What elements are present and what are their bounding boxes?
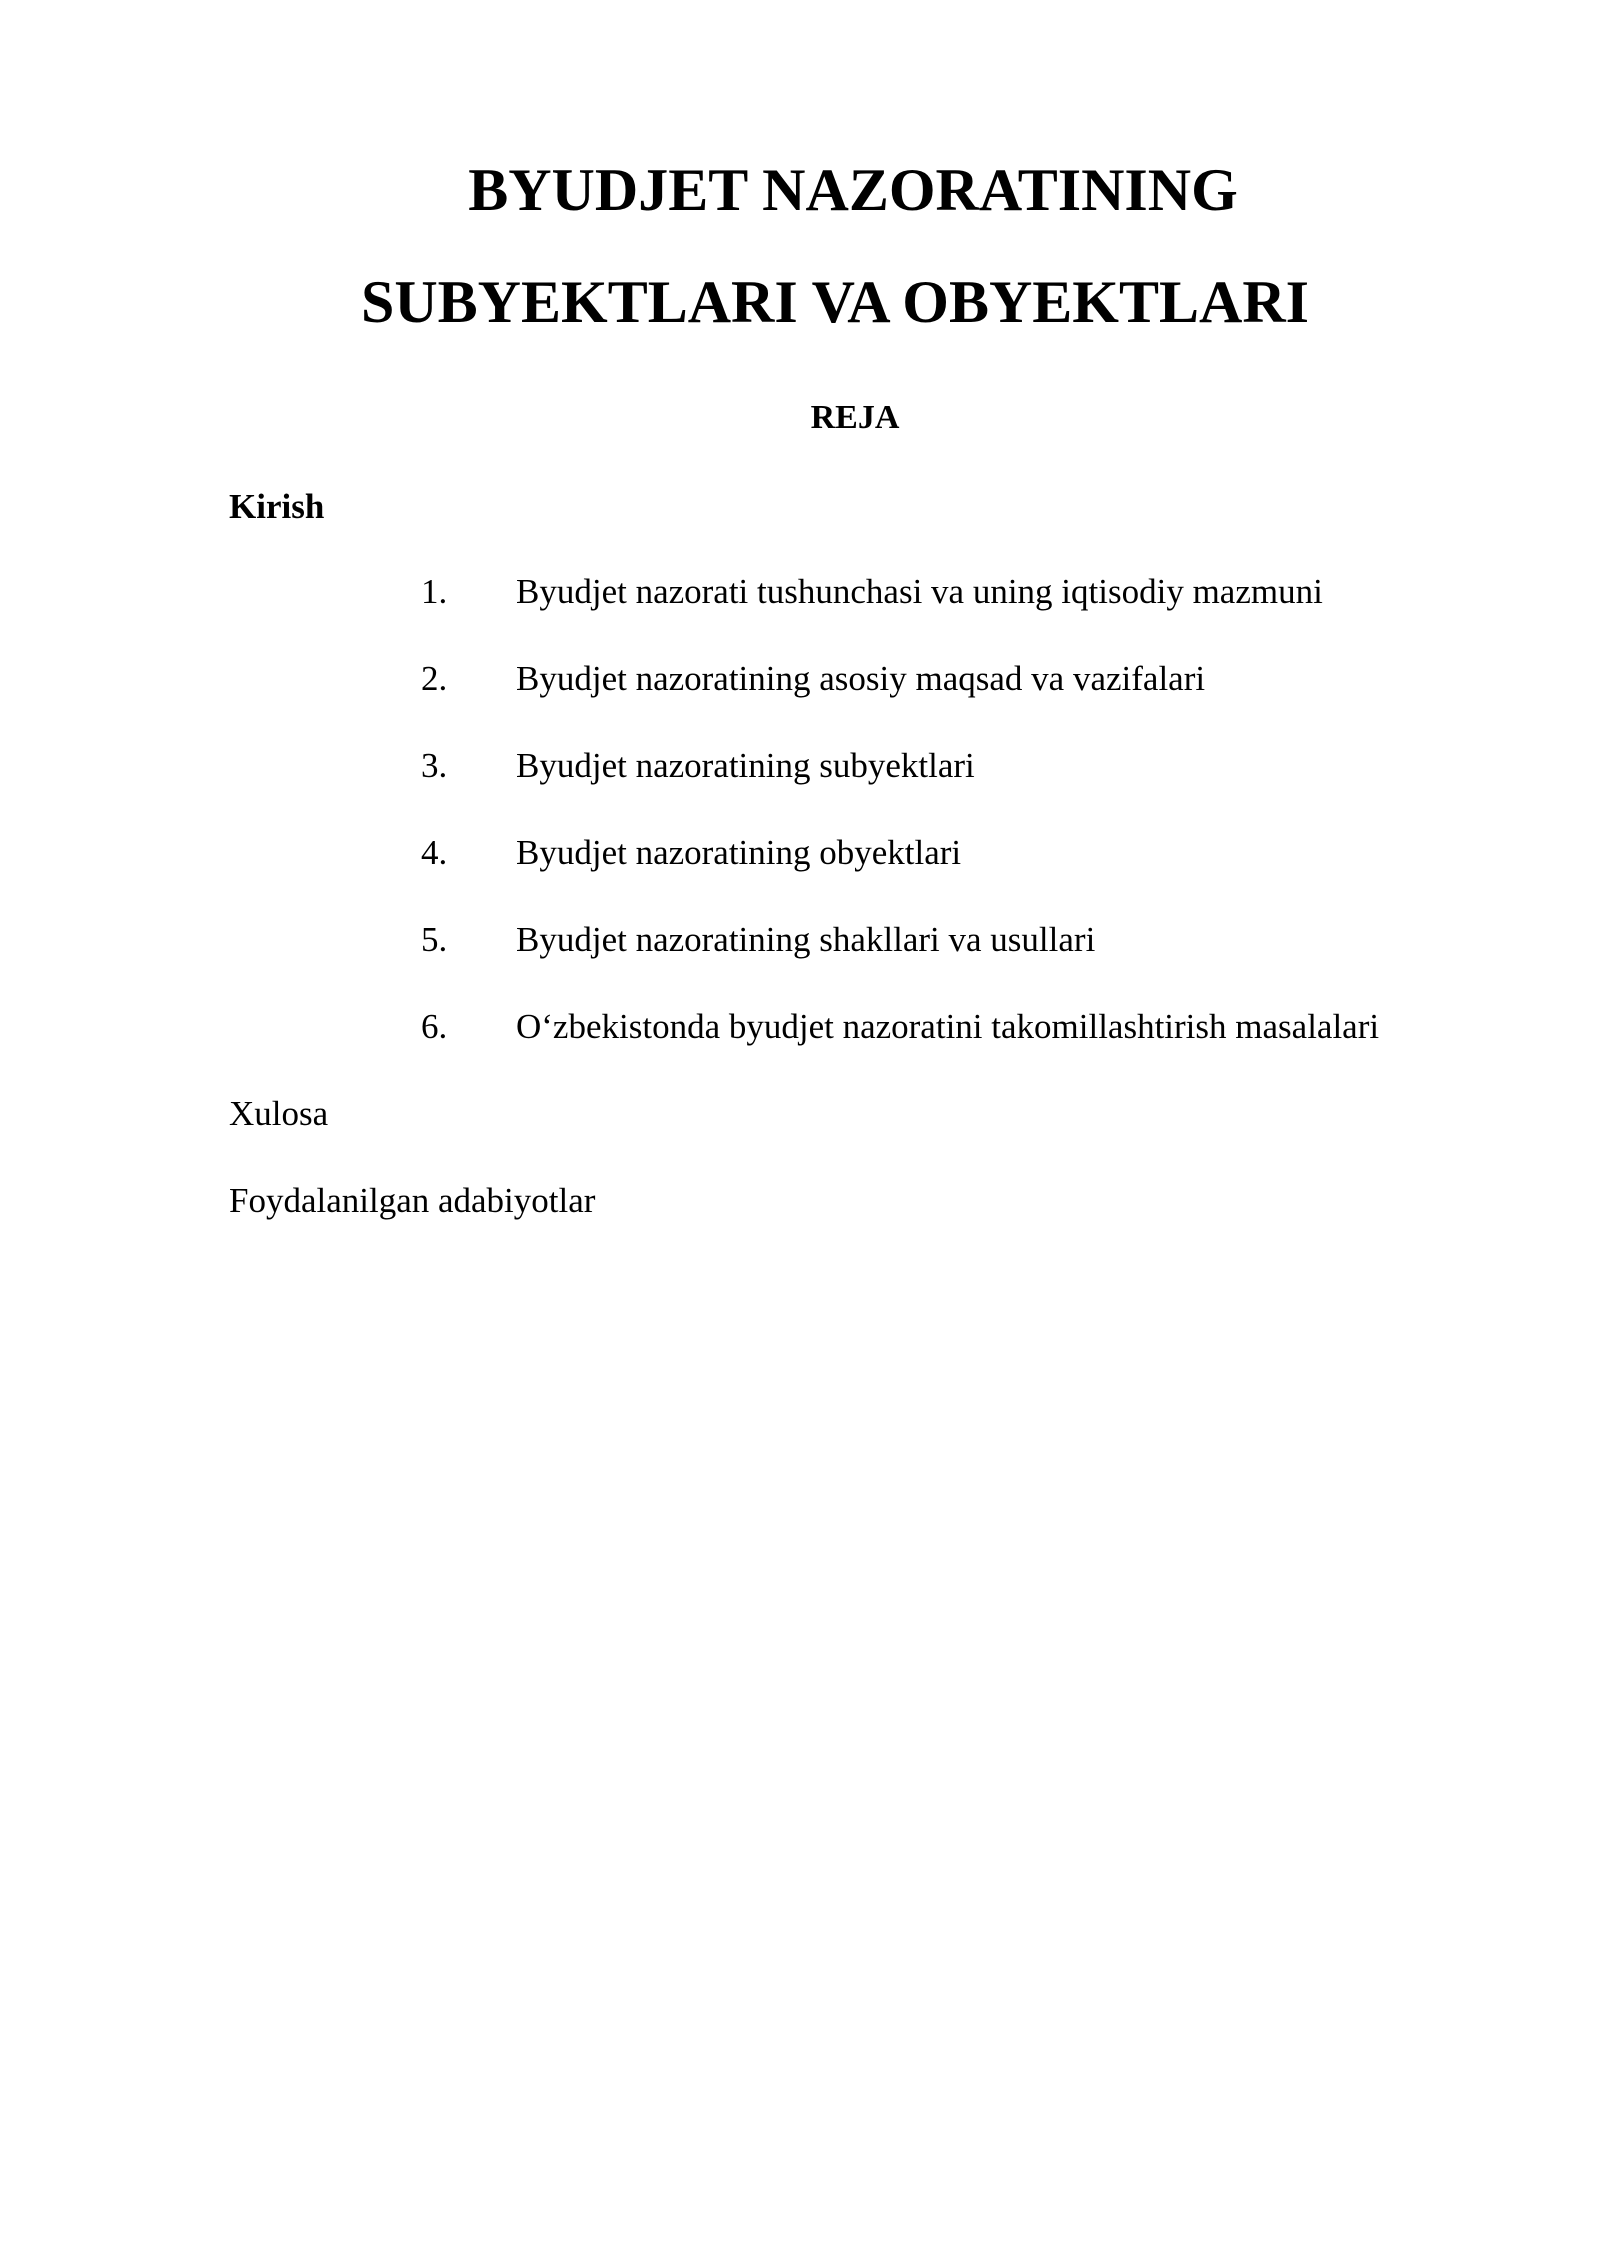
plan-item [0, 574, 1600, 614]
plan-item [0, 835, 1600, 875]
document-title-line-2: SUBYEKTLARI VA OBYEKTLARI [360, 269, 1310, 335]
document-title-line-1: BYUDJET NAZORATINING [468, 157, 1238, 223]
plan-item [0, 922, 1600, 962]
plan-item-number: 2. [421, 659, 448, 698]
plan-item-number: 4. [421, 833, 448, 872]
plan-item-number: 5. [421, 920, 448, 959]
plan-item [0, 1009, 1600, 1049]
plan-item [0, 748, 1600, 788]
plan-item-text: Byudjet nazoratining asosiy maqsad va vazifalari [516, 659, 1206, 698]
plan-item-number: 6. [421, 1007, 448, 1046]
plan-item-text: O‘zbekistonda byudjet nazoratini takomillashtirish masalalari [516, 1007, 1380, 1046]
plan-item-text: Byudjet nazoratining subyektlari [516, 746, 975, 785]
plan-item-text: Byudjet nazorati tushunchasi va uning iqtisodiy mazmuni [516, 572, 1323, 611]
plan-item-text: Byudjet nazoratining shakllari va usullari [516, 920, 1096, 959]
intro-label: Kirish [229, 487, 325, 526]
references-label: Foydalanilgan adabiyotlar [229, 1181, 596, 1220]
plan-item-number: 1. [421, 572, 448, 611]
plan-item [0, 661, 1600, 701]
plan-item-number: 3. [421, 746, 448, 785]
plan-item-text: Byudjet nazoratining obyektlari [516, 833, 962, 872]
conclusion-label: Xulosa [229, 1094, 329, 1133]
plan-heading: REJA [810, 399, 900, 436]
